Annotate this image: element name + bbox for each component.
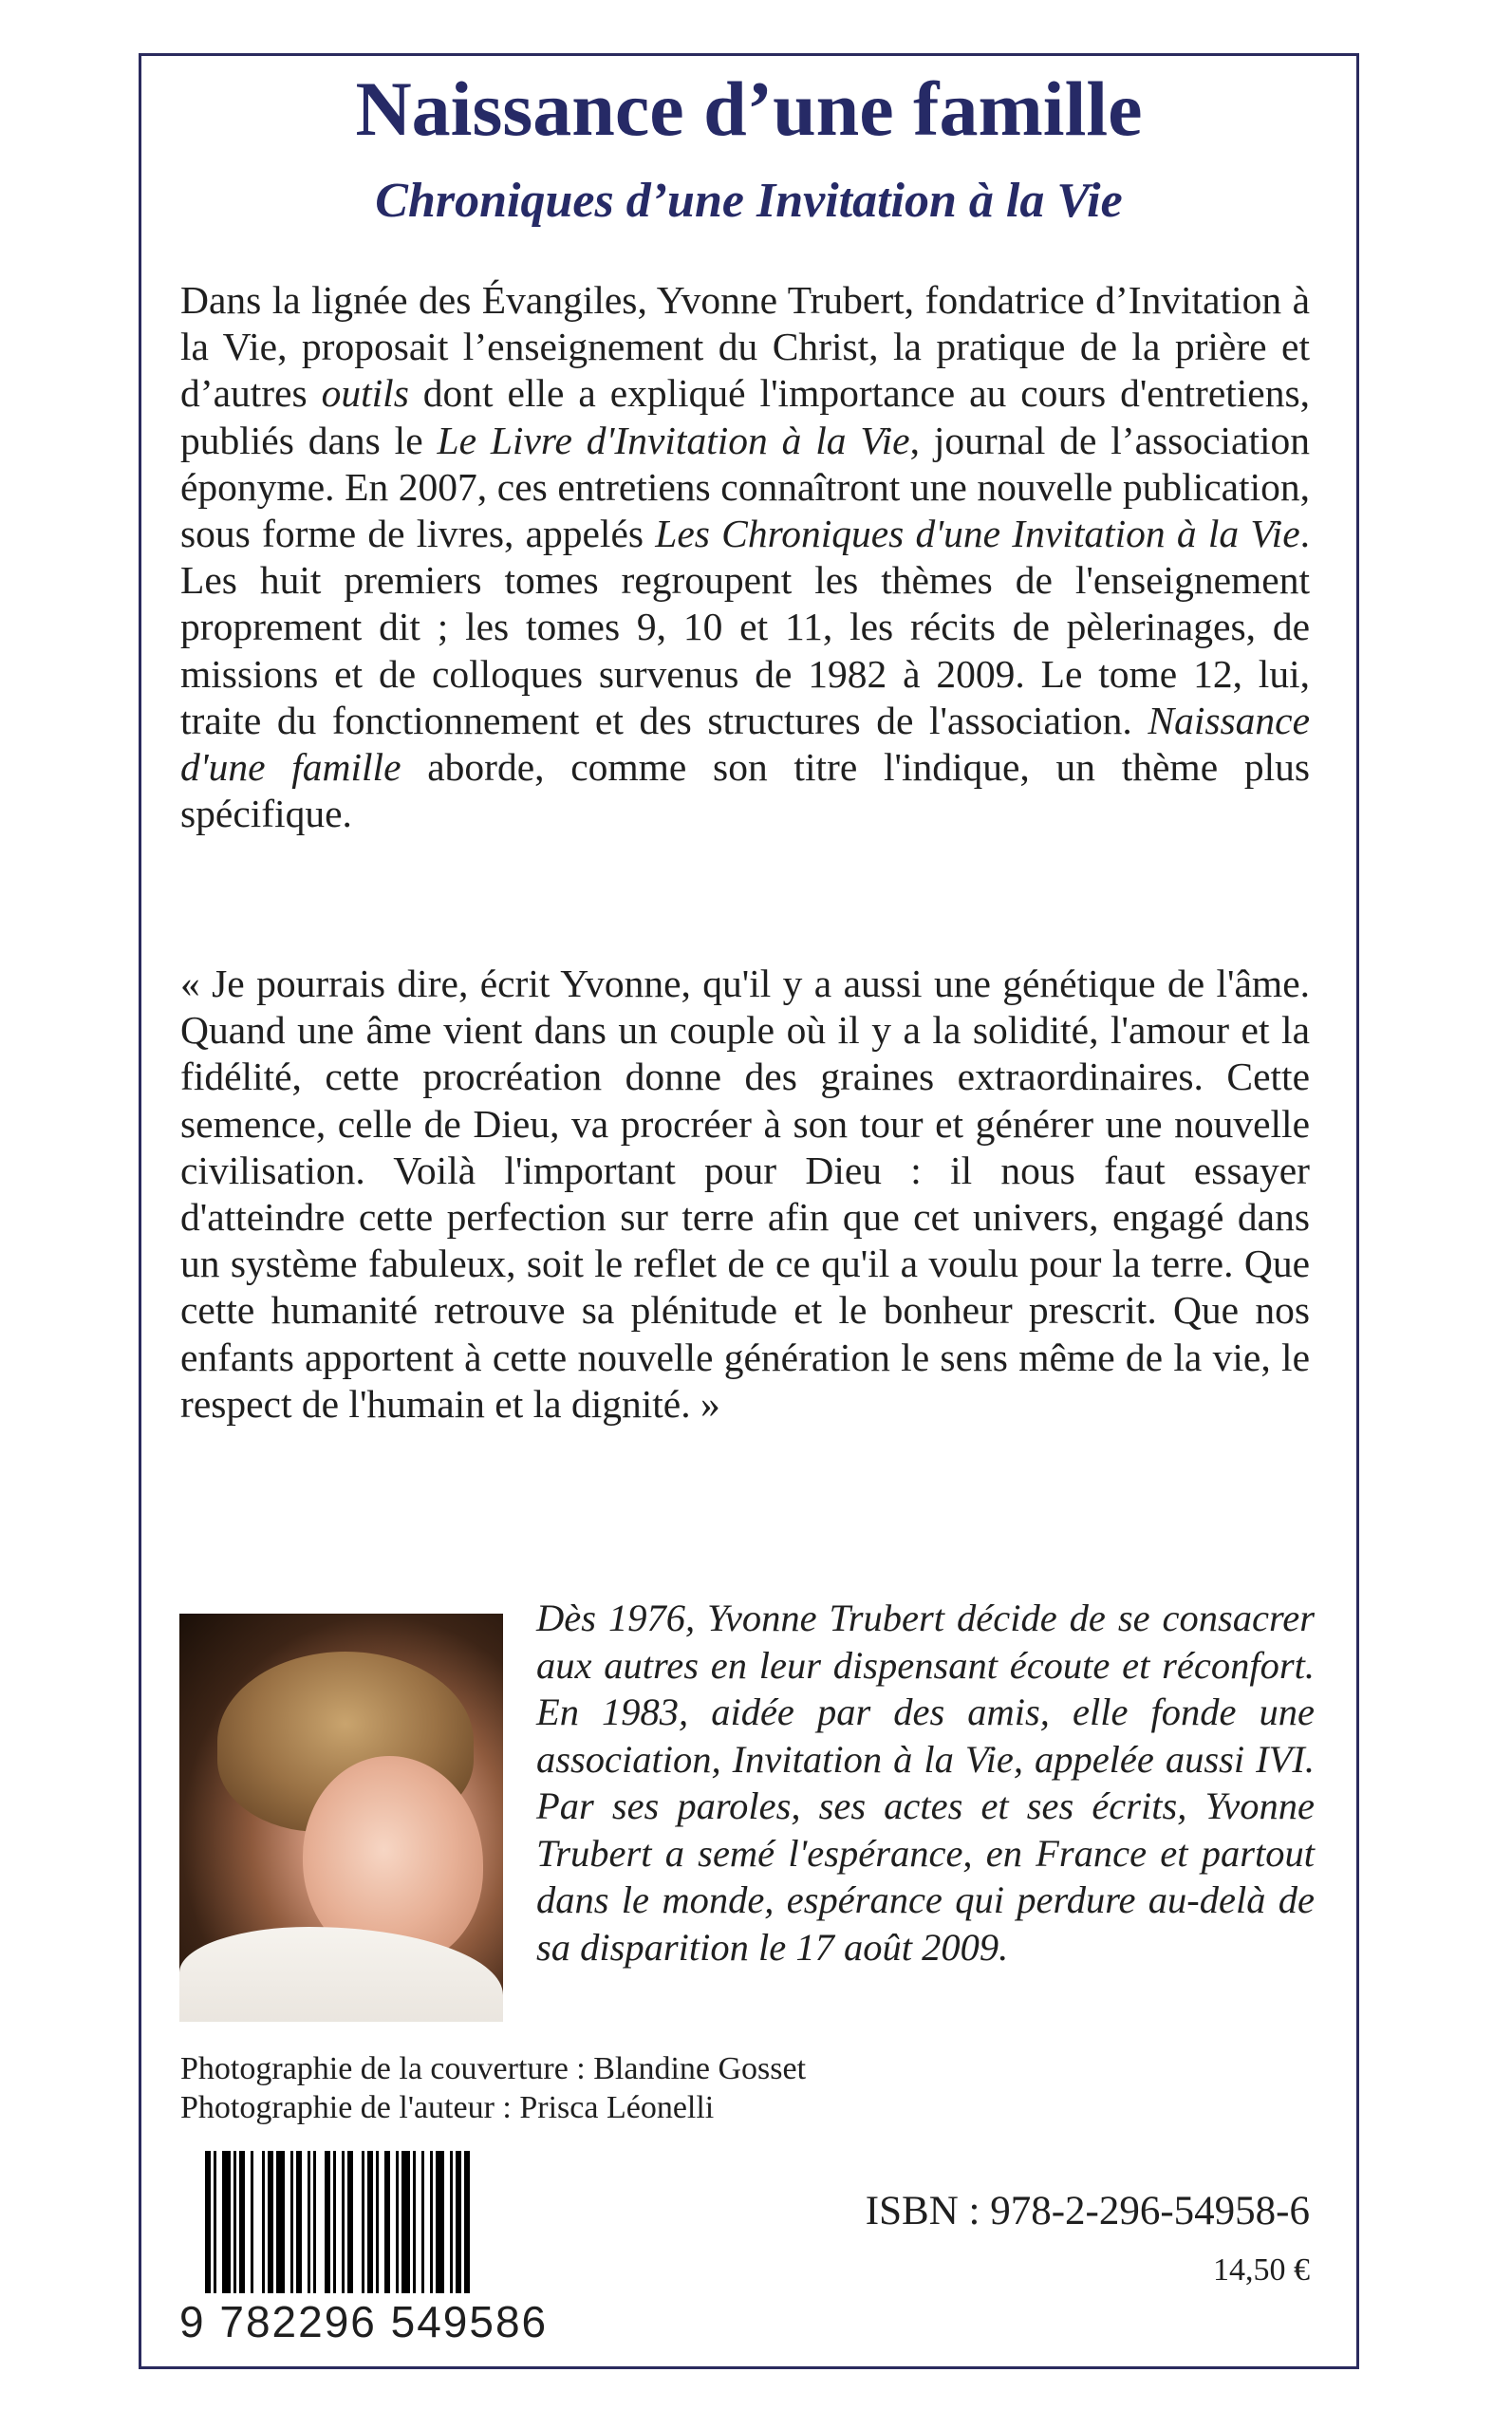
- barcode-bar: [262, 2151, 265, 2293]
- barcode-bar: [401, 2151, 410, 2293]
- summary-italic-livre: Le Livre d'Invitation à la Vie: [437, 418, 910, 462]
- summary-text-i: aborde, comme son titre l'indique, un thème plus spécifique.: [180, 745, 1310, 836]
- barcode-bar: [205, 2151, 211, 2293]
- book-subtitle: Chroniques d’une Invitation à la Vie: [375, 174, 1123, 228]
- summary-italic-outils: outils: [321, 371, 409, 416]
- barcode-bar: [396, 2151, 399, 2293]
- barcode-bar: [384, 2151, 390, 2293]
- barcode-bar: [450, 2151, 453, 2293]
- author-photo-credit: Photographie de l'auteur : Prisca Léonelli: [180, 2090, 715, 2125]
- barcode-bar: [436, 2151, 444, 2293]
- author-photo: [179, 1614, 503, 2022]
- barcode-bar: [347, 2151, 353, 2293]
- barcode-bar: [464, 2151, 470, 2293]
- barcode-bar: [333, 2151, 336, 2293]
- barcode-bar: [362, 2151, 364, 2293]
- quote-paragraph: « Je pourrais dire, écrit Yvonne, qu'il y a aussi une génétique de l'âme. Quand une âme vient dans un couple où il y a la solidité, l'amour et la fidélité, cette procréation donne des graines extraordinaires. Cette semence, celle de Dieu, va procréer à son tour et générer une nouvelle civilisation. Voilà l'important pour Dieu : il nous faut essayer d'atteindre cette perfection sur terre afin que cet univers, engagé dans un système fabuleux, soit le reflet de ce qu'il a voulu pour la terre. Que cette humanité retrouve sa plénitude et le bonheur prescrit. Que nos enfants apportent à cette nouvelle génération le sens même de la vie, le respect de l'humain et la dignité. »: [180, 962, 1310, 1426]
- summary-text-e: , journal de l’association éponyme. En 2007, ces entretiens connaîtront une nouvelle publication, sous forme de livres, appelés: [180, 418, 1310, 556]
- barcode-bar: [367, 2151, 373, 2293]
- barcode-bar: [376, 2151, 379, 2293]
- summary-text-c: dont elle a expliqué l'importance au cours d'entretiens, publiés dans le: [180, 371, 1311, 462]
- summary-text-g: . Les huit premiers tomes regroupent les thèmes de l'enseignement proprement dit ; les tomes 9, 10 et 11, les récits de pèlerinages, de missions et de colloques survenus de 1982 à 2009. Le tome 12, lui, traite du fonctionnement et des structures de l'association.: [180, 512, 1310, 742]
- barcode-bar: [239, 2151, 245, 2293]
- cover-photo-credit: Photographie de la couverture : Blandine Gosset: [180, 2051, 807, 2086]
- barcode-bar: [296, 2151, 302, 2293]
- barcode-bar: [430, 2151, 433, 2293]
- barcode-bar: [308, 2151, 310, 2293]
- barcode-bar: [276, 2151, 285, 2293]
- barcode-bar: [325, 2151, 330, 2293]
- author-bio: Dès 1976, Yvonne Trubert décide de se consacrer aux autres en leur dispensant écoute et réconfort. En 1983, aidée par des amis, elle fonde une association, Invitation à la Vie, appelée aussi IVI. Par ses paroles, ses actes et ses écrits, Yvonne Trubert a semé l'espérance, en France et partout dans le monde, espérance qui perdure au-delà de sa disparition le 17 août 2009.: [536, 1597, 1315, 1969]
- book-title: Naissance d’une famille: [355, 65, 1143, 152]
- barcode-bar: [222, 2151, 231, 2293]
- barcode-bar: [251, 2151, 253, 2293]
- isbn: ISBN : 978-2-296-54958-6: [865, 2189, 1310, 2233]
- summary-italic-chroniques: Les Chroniques d'une Invitation à la Vie: [655, 512, 1300, 556]
- summary-paragraph: [180, 277, 1310, 837]
- barcode-bar: [342, 2151, 345, 2293]
- barcode-bar: [313, 2151, 316, 2293]
- barcode-digits: 9 782296 549586: [179, 2297, 549, 2346]
- barcode-bar: [456, 2151, 461, 2293]
- barcode-bar: [421, 2151, 424, 2293]
- barcode-bars: [205, 2151, 556, 2293]
- barcode-bar: [290, 2151, 293, 2293]
- barcode-bar: [233, 2151, 236, 2293]
- barcode-bar: [268, 2151, 273, 2293]
- price: 14,50 €: [1213, 2252, 1310, 2288]
- summary-italic-naissance: Naissance d'une famille: [180, 698, 1310, 790]
- barcode-bar: [413, 2151, 416, 2293]
- barcode: [179, 2151, 567, 2350]
- summary-text-a: Dans la lignée des Évangiles, Yvonne Trubert, fondatrice d’Invitation à la Vie, proposait l’enseignement du Christ, la pratique de la prière et d’autres: [180, 278, 1310, 416]
- barcode-bar: [214, 2151, 216, 2293]
